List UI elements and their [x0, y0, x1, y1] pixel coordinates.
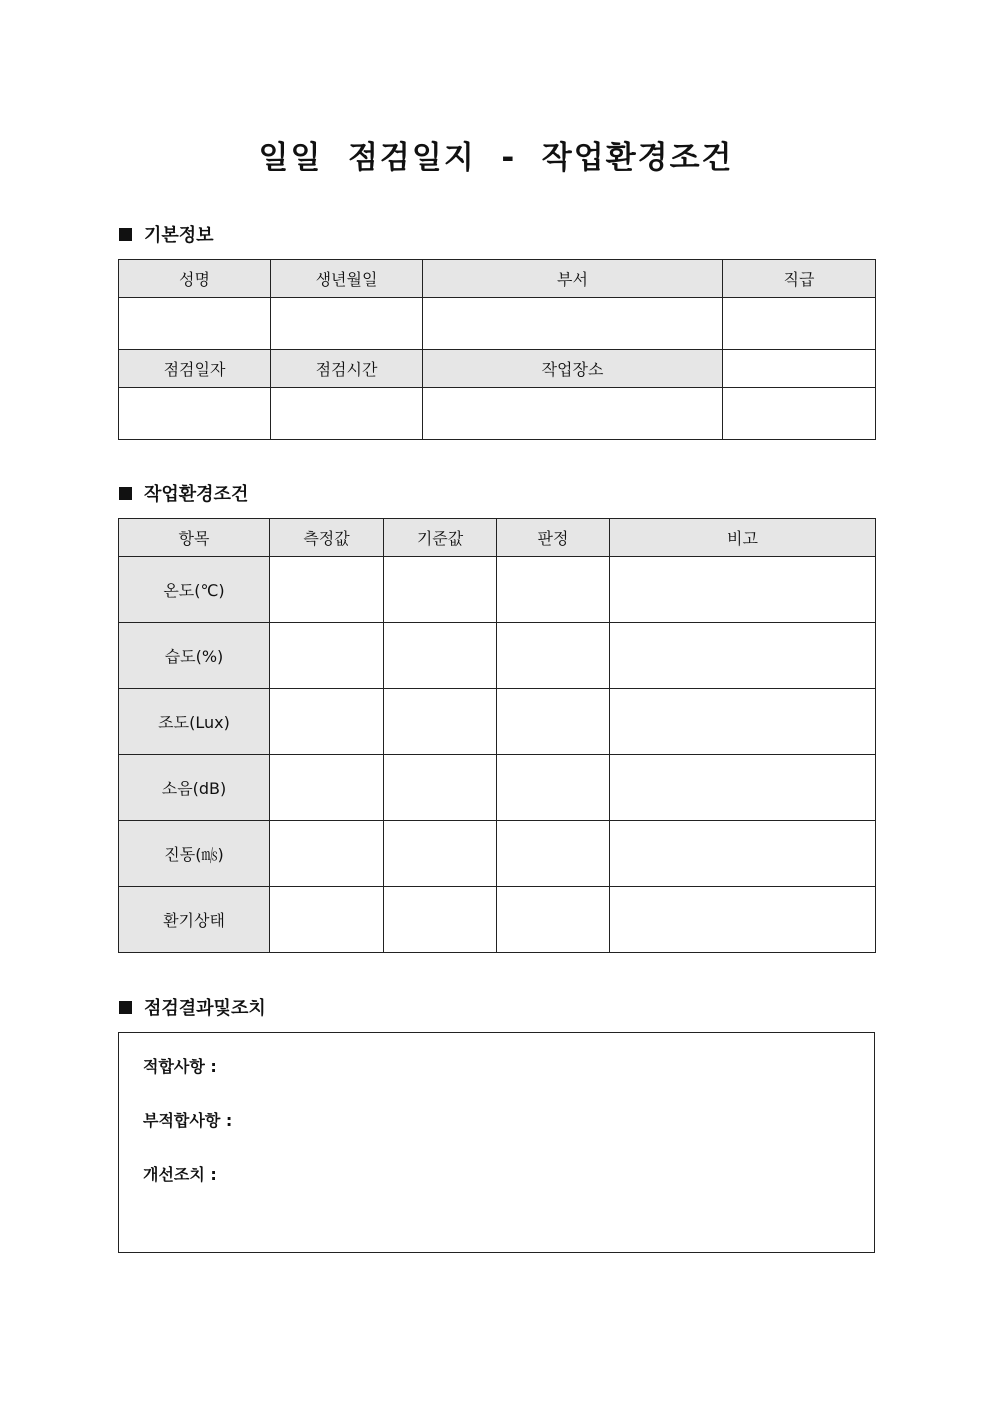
- workplace-field[interactable]: [423, 388, 723, 440]
- measured-field[interactable]: [270, 557, 384, 623]
- section-heading-basic-info: [119, 223, 214, 245]
- measured-field[interactable]: [270, 755, 384, 821]
- header-cell-judgement: 판정: [497, 519, 610, 557]
- section-title: 작업환경조건: [144, 484, 249, 505]
- input-row: [119, 388, 876, 440]
- header-cell-standard: 기준값: [384, 519, 497, 557]
- table-row: [119, 755, 876, 821]
- header-cell-measured: 측정값: [270, 519, 384, 557]
- item-label-noise: 소음(dB): [119, 755, 270, 821]
- judgement-field[interactable]: [497, 689, 610, 755]
- header-cell-inspection-time: 점검시간: [271, 350, 423, 388]
- standard-field[interactable]: [384, 755, 497, 821]
- header-cell-department: 부서: [423, 260, 723, 298]
- item-label-temperature: 온도(℃): [119, 557, 270, 623]
- input-row: [119, 298, 876, 350]
- judgement-field[interactable]: [497, 557, 610, 623]
- section-title: 점검결과및조치: [144, 998, 266, 1019]
- header-cell-name: 성명: [119, 260, 271, 298]
- name-field[interactable]: [119, 298, 271, 350]
- blank-field[interactable]: [723, 388, 876, 440]
- work-env-table: [118, 518, 876, 953]
- section-title: 기본정보: [144, 225, 214, 246]
- table-row: [119, 821, 876, 887]
- table-row: [119, 557, 876, 623]
- standard-field[interactable]: [384, 689, 497, 755]
- standard-field[interactable]: [384, 821, 497, 887]
- item-label-humidity: 습도(%): [119, 623, 270, 689]
- header-cell-birthdate: 생년월일: [271, 260, 423, 298]
- item-label-vibration: 진동(㎧): [119, 821, 270, 887]
- standard-field[interactable]: [384, 623, 497, 689]
- measured-field[interactable]: [270, 623, 384, 689]
- judgement-field[interactable]: [497, 887, 610, 953]
- header-row: [119, 260, 876, 298]
- square-bullet-icon: [119, 1001, 132, 1014]
- improvement-label: 개선조치 :: [143, 1165, 217, 1184]
- square-bullet-icon: [119, 228, 132, 241]
- standard-field[interactable]: [384, 887, 497, 953]
- header-cell-position: 직급: [723, 260, 876, 298]
- remarks-field[interactable]: [610, 623, 876, 689]
- remarks-field[interactable]: [610, 557, 876, 623]
- header-row: [119, 350, 876, 388]
- square-bullet-icon: [119, 487, 132, 500]
- suitable-label: 적합사항 :: [143, 1057, 217, 1076]
- section-heading-work-env: [119, 482, 248, 504]
- basic-info-table: [118, 259, 876, 440]
- result-box[interactable]: [118, 1032, 875, 1253]
- inspection-date-field[interactable]: [119, 388, 271, 440]
- birthdate-field[interactable]: [271, 298, 423, 350]
- header-cell-inspection-date: 점검일자: [119, 350, 271, 388]
- unsuitable-label: 부적합사항 :: [143, 1111, 233, 1130]
- position-field[interactable]: [723, 298, 876, 350]
- standard-field[interactable]: [384, 557, 497, 623]
- header-cell-item: 항목: [119, 519, 270, 557]
- measured-field[interactable]: [270, 821, 384, 887]
- remarks-field[interactable]: [610, 689, 876, 755]
- item-label-illuminance: 조도(Lux): [119, 689, 270, 755]
- header-cell-workplace: 작업장소: [423, 350, 723, 388]
- measured-field[interactable]: [270, 887, 384, 953]
- table-row: [119, 623, 876, 689]
- judgement-field[interactable]: [497, 623, 610, 689]
- header-cell-remarks: 비고: [610, 519, 876, 557]
- measured-field[interactable]: [270, 689, 384, 755]
- header-row: [119, 519, 876, 557]
- remarks-field[interactable]: [610, 755, 876, 821]
- document-title: 일일 점검일지 - 작업환경조건: [258, 140, 734, 176]
- table-row: [119, 689, 876, 755]
- section-heading-result: [119, 996, 266, 1018]
- judgement-field[interactable]: [497, 755, 610, 821]
- blank-cell[interactable]: [723, 350, 876, 388]
- inspection-time-field[interactable]: [271, 388, 423, 440]
- item-label-ventilation: 환기상태: [119, 887, 270, 953]
- department-field[interactable]: [423, 298, 723, 350]
- judgement-field[interactable]: [497, 821, 610, 887]
- remarks-field[interactable]: [610, 887, 876, 953]
- remarks-field[interactable]: [610, 821, 876, 887]
- table-row: [119, 887, 876, 953]
